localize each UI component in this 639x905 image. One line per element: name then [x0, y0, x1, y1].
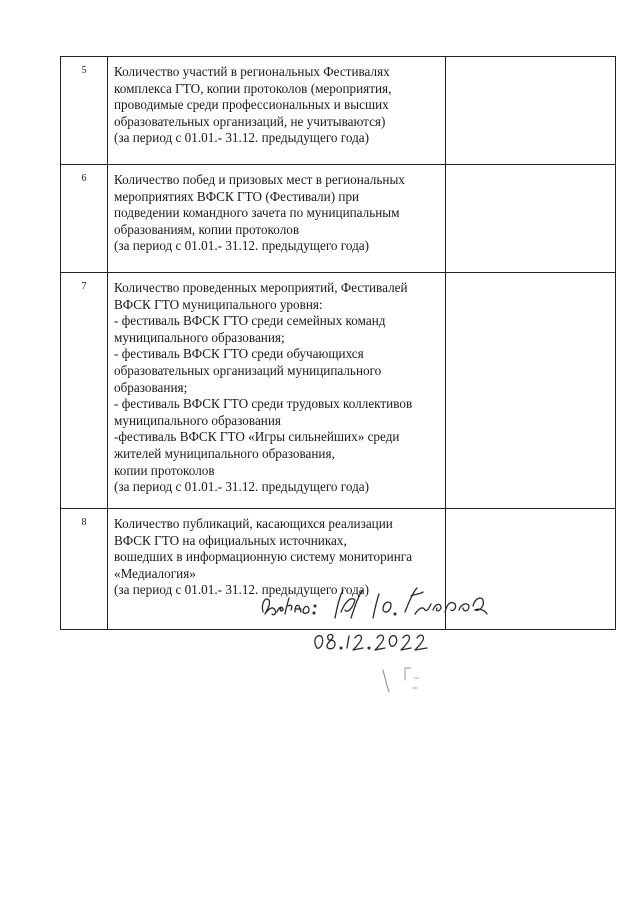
row-number: 8	[61, 509, 108, 630]
criterion-line: подведении командного зачета по муниципальным	[114, 205, 400, 221]
criterion-line: комплекса ГТО, копии протоколов (мероприятия,	[114, 80, 392, 96]
criterion-line: -фестиваль ВФСК ГТО «Игры сильнейших» среди	[114, 429, 400, 445]
criterion-line: (за период с 01.01.- 31.12. предыдущего года)	[114, 582, 370, 598]
criterion-line: муниципального образования;	[114, 329, 285, 345]
criterion-line: (за период с 01.01.- 31.12. предыдущего года)	[114, 130, 370, 146]
criterion-line: образованиям, копии протоколов	[114, 221, 300, 237]
criterion-line: муниципального образования	[114, 412, 281, 428]
criterion-line: Количество проведенных мероприятий, Фестивалей	[114, 280, 408, 295]
criterion-line: Количество побед и призовых мест в региональных	[114, 172, 405, 187]
criterion-line: проводимые среди профессиональных и высших	[114, 97, 389, 113]
value-cell	[446, 273, 616, 509]
criterion-line: образовательных организаций, не учитываются)	[114, 113, 386, 129]
criterion-line: Количество участий в региональных Фестивалях	[114, 64, 390, 79]
table-row	[61, 57, 616, 165]
table-row	[61, 165, 616, 273]
row-number: 5	[61, 57, 108, 165]
criterion-line: (за период с 01.01.- 31.12. предыдущего года)	[114, 479, 370, 495]
criterion-line: мероприятиях ВФСК ГТО (Фестивали) при	[114, 188, 360, 204]
row-number: 6	[61, 165, 108, 273]
criterion-line: (за период с 01.01.- 31.12. предыдущего года)	[114, 238, 370, 254]
criterion-line: - фестиваль ВФСК ГТО среди семейных команд	[114, 313, 386, 329]
criterion-text	[108, 57, 446, 165]
value-cell	[446, 57, 616, 165]
criterion-line: - фестиваль ВФСК ГТО среди трудовых коллективов	[114, 396, 413, 412]
signature-graphic	[255, 582, 515, 712]
criterion-text	[108, 165, 446, 273]
handwritten-signature	[255, 582, 515, 712]
criterion-line: ВФСК ГТО на официальных источниках,	[114, 532, 347, 548]
criterion-line: образовательных организаций муниципального	[114, 362, 382, 378]
criterion-line: жителей муниципального образования,	[114, 445, 335, 461]
criterion-line: вошедших в информационную систему мониторинга	[114, 549, 413, 565]
value-cell	[446, 165, 616, 273]
criterion-line: копии протоколов	[114, 462, 215, 478]
criterion-line: - фестиваль ВФСК ГТО среди обучающихся	[114, 346, 364, 362]
table-row	[61, 273, 616, 509]
criteria-table	[60, 56, 616, 630]
criterion-line: «Медиалогия»	[114, 565, 196, 581]
criterion-line: Количество публикаций, касающихся реализации	[114, 516, 393, 531]
criterion-text	[108, 273, 446, 509]
row-number: 7	[61, 273, 108, 509]
criterion-line: образования;	[114, 379, 188, 395]
criterion-line: ВФСК ГТО муниципального уровня:	[114, 296, 323, 312]
